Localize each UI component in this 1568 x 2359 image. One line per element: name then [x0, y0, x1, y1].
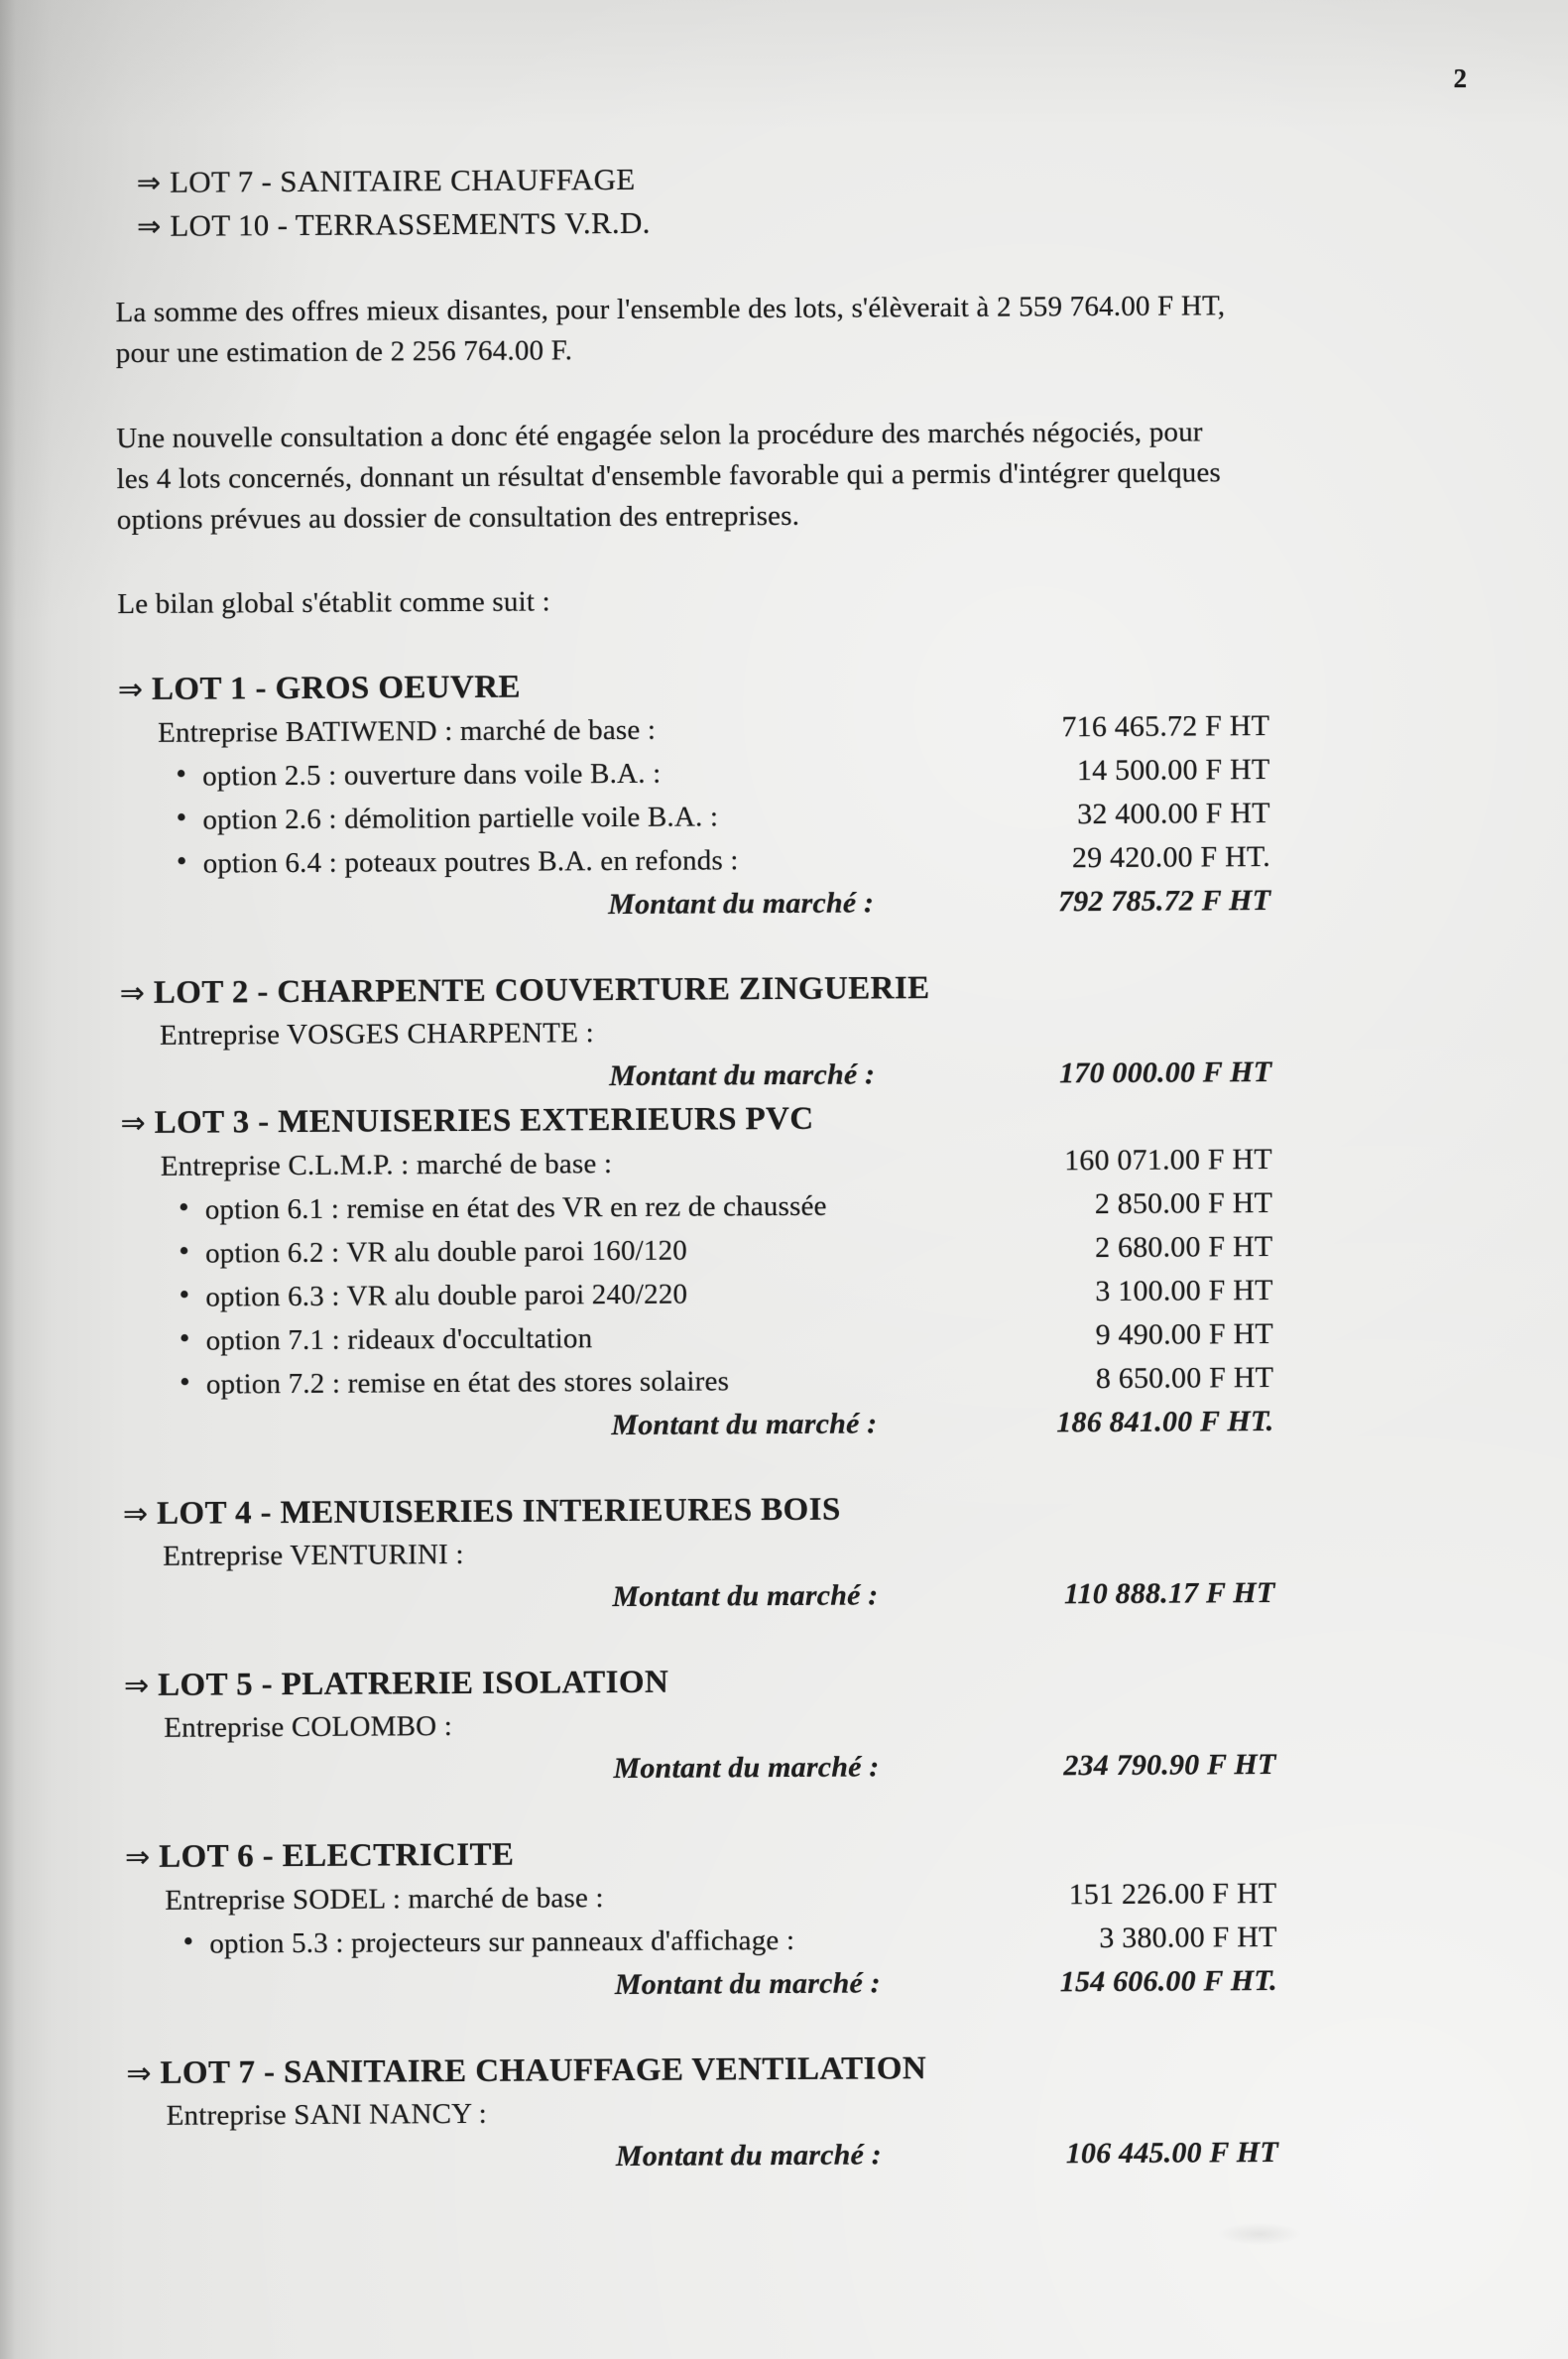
lot-title: LOT 1 - GROS OEUVRE [151, 669, 522, 707]
paragraph-offers-sum: La somme des offres mieux disantes, pour l'ensemble des lots, s'élèverait à 2 559 764.00 F HT, pour une estimation de 2 256 764.00 F. [115, 290, 1226, 370]
montant-amount: 792 785.72 F HT [1057, 884, 1271, 919]
montant-amount: 106 445.00 F HT [1065, 2135, 1279, 2171]
lot-section-1 [118, 661, 1470, 929]
intro-lot-label: LOT 10 - TERRASSEMENTS V.R.D. [170, 204, 651, 243]
row-label: option 6.2 : VR alu double paroi 160/120 [204, 1234, 688, 1270]
bullet-icon: • [182, 1924, 194, 1958]
bullet-icon: • [176, 757, 187, 791]
row-amount: 14 500.00 F HT [1076, 753, 1270, 788]
montant-row [123, 1570, 1473, 1621]
lot-title: LOT 6 - ELECTRICITE [159, 1836, 515, 1875]
row-amount: 2 680.00 F HT [1094, 1229, 1273, 1265]
double-arrow-icon: ⇒ [124, 1839, 151, 1876]
row-label: Entreprise VOSGES CHARPENTE : [159, 1017, 594, 1052]
montant-label: Montant du marché : [608, 886, 875, 922]
intro-lot-list [115, 153, 1466, 248]
row-amount: 9 490.00 F HT [1095, 1316, 1273, 1352]
lot-section-5 [124, 1657, 1475, 1793]
bullet-icon: • [179, 1234, 190, 1268]
row-amount: 3 380.00 F HT [1099, 1920, 1277, 1955]
montant-row [126, 1958, 1476, 2009]
double-arrow-icon: ⇒ [123, 1668, 150, 1704]
row-amount [938, 1730, 1275, 1732]
montant-label: Montant du marché : [612, 1578, 879, 1614]
montant-row [127, 2130, 1477, 2180]
double-arrow-icon: ⇒ [122, 1496, 149, 1533]
lot-section-7 [126, 2045, 1477, 2180]
montant-row [124, 1742, 1474, 1793]
row-amount: 8 650.00 F HT [1095, 1360, 1274, 1396]
lot-title: LOT 7 - SANITAIRE CHAUFFAGE VENTILATION [160, 2050, 927, 2091]
row-label: option 7.2 : remise en état des stores solaires [205, 1365, 730, 1401]
double-arrow-icon: ⇒ [120, 1105, 146, 1142]
montant-label: Montant du marché : [611, 1407, 878, 1442]
montant-amount: 154 606.00 F HT. [1059, 1963, 1277, 1999]
page-number: 2 [1453, 63, 1467, 93]
lead-in-line: Le bilan global s'établit comme suit : [117, 585, 550, 621]
row-amount: 2 850.00 F HT [1094, 1185, 1273, 1221]
paragraph-new-consultation: Une nouvelle consultation a donc été engagée selon la procédure des marchés négociés, pour les 4 lots concernés, donnant un résultat d'ensemble favorable qui a permis d'intégrer quelques options prévues au dossier de consultation des entreprises. [116, 416, 1222, 537]
row-amount [941, 2118, 1278, 2120]
row-label: option 7.1 : rideaux d'occultation [205, 1322, 593, 1357]
row-label: Entreprise SANI NANCY : [166, 2097, 488, 2132]
bullet-icon: • [180, 1365, 190, 1399]
montant-amount: 170 000.00 F HT [1059, 1055, 1272, 1090]
row-label: option 2.6 : démolition partielle voile B.A. : [202, 801, 719, 836]
montant-row [119, 878, 1469, 929]
row-label: option 6.3 : VR alu double paroi 240/220 [205, 1278, 688, 1313]
row-label: option 5.3 : projecteurs sur panneaux d'affichage : [209, 1924, 795, 1960]
row-label: option 6.1 : remise en état des VR en rez de chaussée [204, 1189, 827, 1226]
lot-title: LOT 4 - MENUISERIES INTERIEURES BOIS [156, 1491, 841, 1532]
montant-label: Montant du marché : [614, 1966, 881, 2002]
montant-amount: 110 888.17 F HT [1063, 1575, 1275, 1611]
row-amount: 3 100.00 F HT [1095, 1273, 1273, 1308]
row-amount: 160 071.00 F HT [1064, 1142, 1272, 1178]
row-label: Entreprise BATIWEND : marché de base : [158, 713, 657, 749]
double-arrow-icon: ⇒ [119, 975, 145, 1012]
intro-lot-label: LOT 7 - SANITAIRE CHAUFFAGE [169, 161, 636, 199]
lot-section-4 [123, 1485, 1474, 1621]
bullet-icon: • [179, 1278, 190, 1311]
row-label: Entreprise COLOMBO : [164, 1710, 453, 1744]
lot-section-2 [120, 964, 1471, 1100]
lot-section-6 [125, 1828, 1476, 2009]
row-label: Entreprise VENTURINI : [163, 1538, 464, 1572]
lot-section-3 [120, 1094, 1472, 1449]
row-amount [937, 1558, 1274, 1560]
row-label: Entreprise C.L.M.P. : marché de base : [160, 1148, 613, 1182]
double-arrow-icon: ⇒ [126, 2055, 152, 2092]
montant-row [122, 1399, 1472, 1449]
bullet-icon: • [178, 1190, 189, 1224]
montant-label: Montant du marché : [615, 2138, 883, 2173]
row-amount: 716 465.72 F HT [1061, 709, 1270, 744]
row-amount: 151 226.00 F HT [1068, 1876, 1277, 1912]
montant-label: Montant du marché : [613, 1750, 880, 1786]
row-amount: 29 420.00 F HT. [1071, 840, 1271, 875]
double-arrow-icon: ⇒ [117, 672, 144, 708]
bullet-icon: • [176, 844, 187, 878]
intro-lot-line-2 [137, 196, 1465, 248]
row-label: option 6.4 : poteaux poutres B.A. en refonds : [202, 844, 739, 880]
montant-amount: 186 841.00 F HT. [1056, 1404, 1274, 1439]
double-arrow-icon: ⇒ [136, 165, 162, 199]
row-amount: 32 400.00 F HT [1077, 797, 1270, 831]
row-amount [934, 1038, 1271, 1040]
lot-title: LOT 2 - CHARPENTE COUVERTURE ZINGUERIE [153, 970, 930, 1011]
row-label: option 2.5 : ouverture dans voile B.A. : [202, 757, 662, 793]
montant-amount: 234 790.90 F HT [1063, 1747, 1276, 1783]
double-arrow-icon: ⇒ [136, 208, 162, 243]
lot-list [118, 661, 1477, 2180]
montant-label: Montant du marché : [609, 1057, 876, 1093]
bullet-icon: • [176, 801, 187, 834]
bullet-icon: • [179, 1321, 190, 1355]
row-label: Entreprise SODEL : marché de base : [165, 1882, 604, 1917]
montant-row [120, 1050, 1470, 1100]
lot-title: LOT 5 - PLATRERIE ISOLATION [158, 1664, 669, 1703]
lot-title: LOT 3 - MENUISERIES EXTERIEURS PVC [154, 1100, 814, 1141]
